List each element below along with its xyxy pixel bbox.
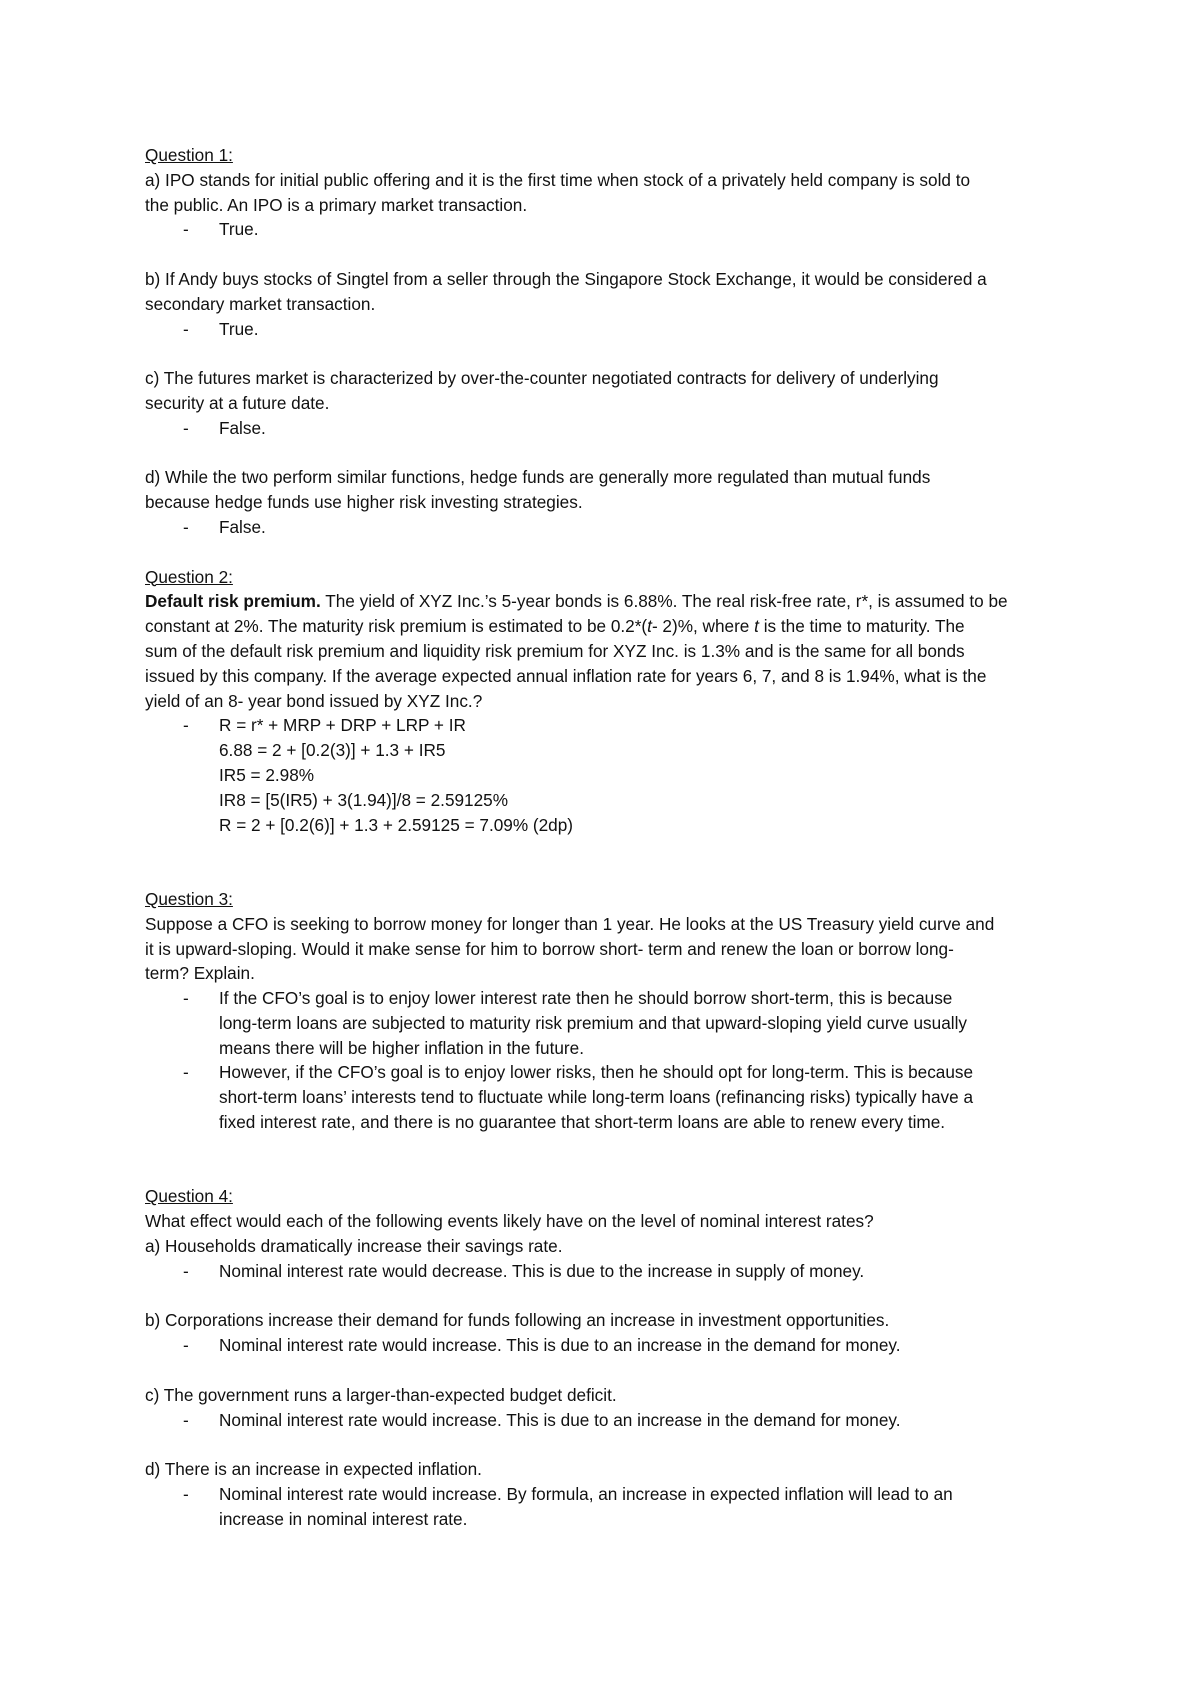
document-page bbox=[145, 143, 1065, 1532]
q3-answer1-cont: means there will be higher inflation in the future. bbox=[219, 1037, 584, 1058]
q2-line1: Default risk premium. The yield of XYZ Inc.’s 5-year bonds is 6.88%. The real risk-free rate, r*, is assumed to be bbox=[145, 591, 1008, 612]
q4-a-answer: - Nominal interest rate would decrease. This is due to the increase in supply of money. bbox=[183, 1260, 865, 1281]
q1-c-answer: - False. bbox=[183, 417, 266, 438]
q3-answer1-cont: long-term loans are subjected to maturity risk premium and that upward-sloping yield curve usually bbox=[219, 1012, 968, 1033]
q1-c-line2: security at a future date. bbox=[145, 392, 330, 413]
q4-a: a) Households dramatically increase their savings rate. bbox=[145, 1236, 563, 1257]
q4-d-answer-cont: increase in nominal interest rate. bbox=[219, 1508, 468, 1529]
bullet-dash: - bbox=[183, 219, 189, 240]
q2-calc-line: R = 2 + [0.2(6)] + 1.3 + 2.59125 = 7.09% (2dp) bbox=[219, 814, 574, 835]
q1-a-line1: a) IPO stands for initial public offering and it is the first time when stock of a privately held company is sold to bbox=[145, 169, 971, 190]
q1-heading: Question 1: bbox=[145, 145, 233, 165]
q1-c-line1: c) The futures market is characterized by over-the-counter negotiated contracts for delivery of underlying bbox=[145, 368, 939, 389]
q3-answer2-cont: short-term loans’ interests tend to fluctuate while long-term loans (refinancing risks) typically have a bbox=[219, 1087, 974, 1108]
q4-c-answer: - Nominal interest rate would increase. This is due to an increase in the demand for money. bbox=[183, 1409, 901, 1430]
q1-b-answer: - True. bbox=[183, 318, 259, 339]
q4-c: c) The government runs a larger-than-expected budget deficit. bbox=[145, 1384, 617, 1405]
q1-d-line2: because hedge funds use higher risk investing strategies. bbox=[145, 492, 583, 513]
q3-line2: it is upward-sloping. Would it make sense for him to borrow short- term and renew the loan or borrow long- bbox=[145, 938, 954, 959]
q1-d-line1: d) While the two perform similar functions, hedge funds are generally more regulated than mutual funds bbox=[145, 467, 931, 488]
q3-line1: Suppose a CFO is seeking to borrow money for longer than 1 year. He looks at the US Treasury yield curve and bbox=[145, 913, 995, 934]
q4-d-answer: - Nominal interest rate would increase. By formula, an increase in expected inflation will lead to an bbox=[183, 1484, 953, 1505]
q2-calc-line: IR5 = 2.98% bbox=[219, 764, 315, 785]
q4-d: d) There is an increase in expected inflation. bbox=[145, 1459, 482, 1480]
q1-d-answer: - False. bbox=[183, 516, 266, 537]
q2-calc-line: 6.88 = 2 + [0.2(3)] + 1.3 + IR5 bbox=[219, 740, 446, 761]
q2-line3: sum of the default risk premium and liquidity risk premium for XYZ Inc. is 1.3% and is the same for all bonds bbox=[145, 640, 965, 661]
q2-bold-lead: Default risk premium. bbox=[145, 591, 321, 612]
q1-a-answer: - True. bbox=[145, 217, 1065, 242]
q3-answer1: - If the CFO’s goal is to enjoy lower interest rate then he should borrow short-term, this is because bbox=[183, 988, 953, 1009]
q3-answer2-cont: fixed interest rate, and there is no guarantee that short-term loans are able to renew every time. bbox=[219, 1112, 946, 1133]
q2-line4: issued by this company. If the average expected annual inflation rate for years 6, 7, and 8 is 1.94%, what is the bbox=[145, 665, 987, 686]
q2-line5: yield of an 8- year bond issued by XYZ Inc.? bbox=[145, 690, 483, 711]
q3-line3: term? Explain. bbox=[145, 963, 255, 984]
q1-b-line2: secondary market transaction. bbox=[145, 293, 376, 314]
q1-b-line1: b) If Andy buys stocks of Singtel from a seller through the Singapore Stock Exchange, it would be considered a bbox=[145, 268, 987, 289]
q2-calc-line: - R = r* + MRP + DRP + LRP + IR bbox=[183, 715, 466, 736]
q4-b-answer: - Nominal interest rate would increase. This is due to an increase in the demand for money. bbox=[183, 1335, 901, 1356]
q4-b: b) Corporations increase their demand for funds following an increase in investment opportunities. bbox=[145, 1310, 890, 1331]
q4-heading: Question 4: bbox=[145, 1186, 233, 1207]
q2-heading: Question 2: bbox=[145, 566, 233, 587]
q4-intro: What effect would each of the following events likely have on the level of nominal interest rates? bbox=[145, 1211, 874, 1232]
q3-answer2: - However, if the CFO’s goal is to enjoy lower risks, then he should opt for long-term. This is because bbox=[183, 1062, 974, 1083]
q2-calc-line: IR8 = [5(IR5) + 3(1.94)]/8 = 2.59125% bbox=[219, 789, 509, 810]
q1-a-line2: the public. An IPO is a primary market transaction. bbox=[145, 194, 528, 215]
q2-line2: constant at 2%. The maturity risk premium is estimated to be 0.2*(t- 2)%, where t is the time to maturity. The bbox=[145, 616, 965, 637]
q3-heading: Question 3: bbox=[145, 888, 233, 909]
